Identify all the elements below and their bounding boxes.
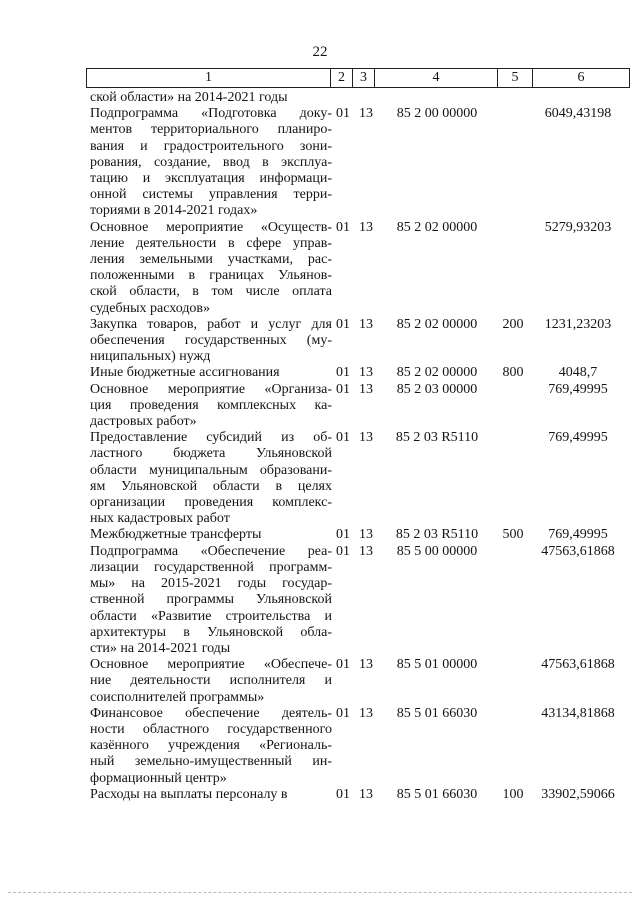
subsection-code: 13 — [359, 657, 373, 673]
section-code: 01 — [336, 430, 350, 446]
section-code: 01 — [336, 365, 350, 381]
amount: 47563,61868 — [541, 657, 615, 673]
section-code: 01 — [336, 657, 350, 673]
row-name-line: архитектуры в Ульяновской обла- — [90, 624, 332, 640]
row-name-line: судебных расходов» — [90, 300, 211, 316]
subsection-code: 13 — [359, 219, 373, 235]
row-name-line: лизации государственной программ- — [90, 559, 332, 575]
expense-type-code — [496, 382, 530, 398]
section-code: 01 — [336, 543, 350, 559]
header-col-3: 3 — [353, 69, 375, 87]
subsection-code: 13 — [359, 527, 373, 543]
subsection-code: 13 — [359, 543, 373, 559]
row-name-line: тацию и эксплуатация информаци- — [90, 171, 332, 187]
page-number: 22 — [312, 44, 328, 60]
row-name — [90, 382, 332, 431]
row-name-line: вания и градостроительного зони- — [90, 138, 332, 154]
table-body — [90, 90, 630, 803]
row-name-line: ности областного государственного — [90, 721, 332, 737]
table-row — [90, 527, 630, 543]
amount: 4048,7 — [558, 365, 598, 381]
target-article-code: 85 2 03 R5110 — [395, 430, 479, 446]
row-name-line: Расходы на выплаты персоналу в — [90, 786, 288, 802]
row-name — [90, 90, 332, 106]
target-article-code: 85 5 01 66030 — [396, 705, 478, 721]
target-article-code: 85 5 00 00000 — [396, 543, 478, 559]
row-name-line: положенными в границах Ульянов- — [90, 268, 332, 284]
amount: 769,49995 — [548, 381, 608, 397]
table-row — [90, 430, 630, 527]
amount: 769,49995 — [548, 430, 608, 446]
row-codes — [332, 365, 630, 381]
row-name-line: ластного бюджета Ульяновской — [90, 446, 332, 462]
header-col-5: 5 — [498, 69, 533, 87]
row-name-line: Иные бюджетные ассигнования — [90, 365, 280, 381]
row-name-line: ям Ульяновской области в целях — [90, 478, 332, 494]
subsection-code: 13 — [359, 106, 373, 122]
row-codes — [332, 544, 630, 560]
row-name-line: Основное мероприятие «Организа- — [90, 381, 332, 397]
subsection-code: 13 — [359, 430, 373, 446]
row-name — [90, 787, 332, 803]
expense-type-code — [496, 220, 530, 236]
expense-type-code: 500 — [502, 527, 524, 543]
row-name — [90, 317, 332, 366]
row-name-line: Закупка товаров, работ и услуг для — [90, 316, 332, 332]
expense-type-code — [496, 706, 530, 722]
row-name-line: соисполнителей программы» — [90, 689, 265, 705]
section-code: 01 — [336, 316, 350, 332]
target-article-code: 85 5 01 66030 — [396, 786, 478, 802]
row-name-line: обеспечения государственных (му- — [90, 333, 332, 349]
table-row — [90, 382, 630, 431]
expense-type-code — [496, 544, 530, 560]
table-row — [90, 787, 630, 803]
expense-type-code — [496, 657, 530, 673]
target-article-code: 85 2 00 00000 — [396, 106, 478, 122]
row-codes — [332, 787, 630, 803]
subsection-code: 13 — [359, 705, 373, 721]
row-name — [90, 365, 332, 381]
row-name-line: ление деятельности в сфере управ- — [90, 235, 332, 251]
row-codes — [332, 527, 630, 543]
row-name-line: ления земельными участками, рас- — [90, 252, 332, 268]
table-row — [90, 365, 630, 381]
row-name-line: ных кадастровых работ — [90, 511, 230, 527]
amount: 5279,93203 — [544, 219, 612, 235]
row-name-line: мы» на 2015-2021 годы государ- — [90, 576, 332, 592]
section-code: 01 — [336, 705, 350, 721]
row-codes — [332, 706, 630, 722]
row-name — [90, 220, 332, 317]
amount: 1231,23203 — [544, 316, 612, 332]
row-name-line: ториями в 2014-2021 годах» — [90, 203, 258, 219]
target-article-code: 85 2 03 00000 — [396, 381, 478, 397]
row-name — [90, 657, 332, 706]
subsection-code: 13 — [359, 365, 373, 381]
section-code: 01 — [336, 786, 350, 802]
row-name — [90, 430, 332, 527]
table-row — [90, 317, 630, 366]
row-name-line: рования, создание, ввод в эксплуа- — [90, 154, 332, 170]
expense-type-code: 800 — [502, 365, 524, 381]
row-name-line: ской области, в том числе оплата — [90, 284, 332, 300]
table-row — [90, 706, 630, 787]
target-article-code: 85 2 02 00000 — [396, 365, 478, 381]
expense-type-code: 100 — [502, 786, 524, 802]
row-name-line: ние деятельности исполнителя и — [90, 673, 332, 689]
target-article-code: 85 5 01 00000 — [396, 657, 478, 673]
row-name-line: ция проведения комплексных ка- — [90, 397, 332, 413]
section-code: 01 — [336, 381, 350, 397]
row-name-line: Основное мероприятие «Осуществ- — [90, 219, 332, 235]
amount: 47563,61868 — [541, 543, 615, 559]
header-col-1: 1 — [87, 69, 331, 87]
page-edge-rule — [8, 892, 632, 893]
table-row — [90, 544, 630, 657]
header-col-6: 6 — [577, 70, 585, 85]
row-codes — [332, 220, 630, 236]
row-codes — [332, 106, 630, 122]
subsection-code: 13 — [359, 381, 373, 397]
amount: 43134,81868 — [541, 705, 615, 721]
target-article-code: 85 2 02 00000 — [396, 316, 478, 332]
row-name-line: казённого учреждения «Региональ- — [90, 738, 332, 754]
row-name — [90, 544, 332, 657]
row-name-line: области «Развитие строительства и — [90, 608, 332, 624]
amount: 6049,43198 — [544, 106, 612, 122]
row-name — [90, 527, 332, 543]
amount: 33902,59066 — [541, 786, 615, 802]
row-name-line: сти» на 2014-2021 годы — [90, 640, 231, 656]
row-name-line: Межбюджетные трансферты — [90, 527, 262, 543]
row-codes — [332, 317, 630, 333]
row-name-line: формационный центр» — [90, 770, 227, 786]
table-row — [90, 106, 630, 219]
row-name-line: Предоставление субсидий из об- — [90, 430, 332, 446]
row-name-line: ственной программы Ульяновской — [90, 592, 332, 608]
row-codes — [332, 430, 630, 446]
row-codes — [332, 382, 630, 398]
section-code: 01 — [336, 219, 350, 235]
expense-type-code — [496, 106, 530, 122]
subsection-code: 13 — [359, 786, 373, 802]
row-name-line: организации проведения комплекс- — [90, 495, 332, 511]
row-name-line: ской области» на 2014-2021 годы — [90, 90, 288, 105]
row-name-line: Подпрограмма «Подготовка доку- — [90, 106, 332, 122]
row-name-line: Финансовое обеспечение деятель- — [90, 705, 332, 721]
expense-type-code: 200 — [502, 316, 524, 332]
section-code: 01 — [336, 527, 350, 543]
section-code: 01 — [336, 106, 350, 122]
header-col-2: 2 — [331, 69, 353, 87]
header-col-4: 4 — [375, 69, 498, 87]
row-name-line: ный земельно-имущественный ин- — [90, 754, 332, 770]
amount: 769,49995 — [548, 527, 608, 543]
row-name-line: онной системы управления терри- — [90, 187, 332, 203]
subsection-code: 13 — [359, 316, 373, 332]
row-name-line: области муниципальным образовани- — [90, 462, 332, 478]
row-name — [90, 106, 332, 219]
expense-type-code — [496, 430, 530, 446]
row-codes — [332, 657, 630, 673]
row-name-line: Основное мероприятие «Обеспече- — [90, 657, 332, 673]
row-name-line: ниципальных) нужд — [90, 349, 211, 365]
table-row — [90, 220, 630, 317]
target-article-code: 85 2 02 00000 — [396, 219, 478, 235]
table-row — [90, 657, 630, 706]
target-article-code: 85 2 03 R5110 — [395, 527, 479, 543]
table-row — [90, 90, 630, 106]
row-name-line: ментов территориального планиро- — [90, 122, 332, 138]
table-header — [86, 68, 630, 88]
row-name-line: Подпрограмма «Обеспечение реа- — [90, 543, 332, 559]
row-name-line: дастровых работ» — [90, 414, 197, 430]
row-name — [90, 706, 332, 787]
